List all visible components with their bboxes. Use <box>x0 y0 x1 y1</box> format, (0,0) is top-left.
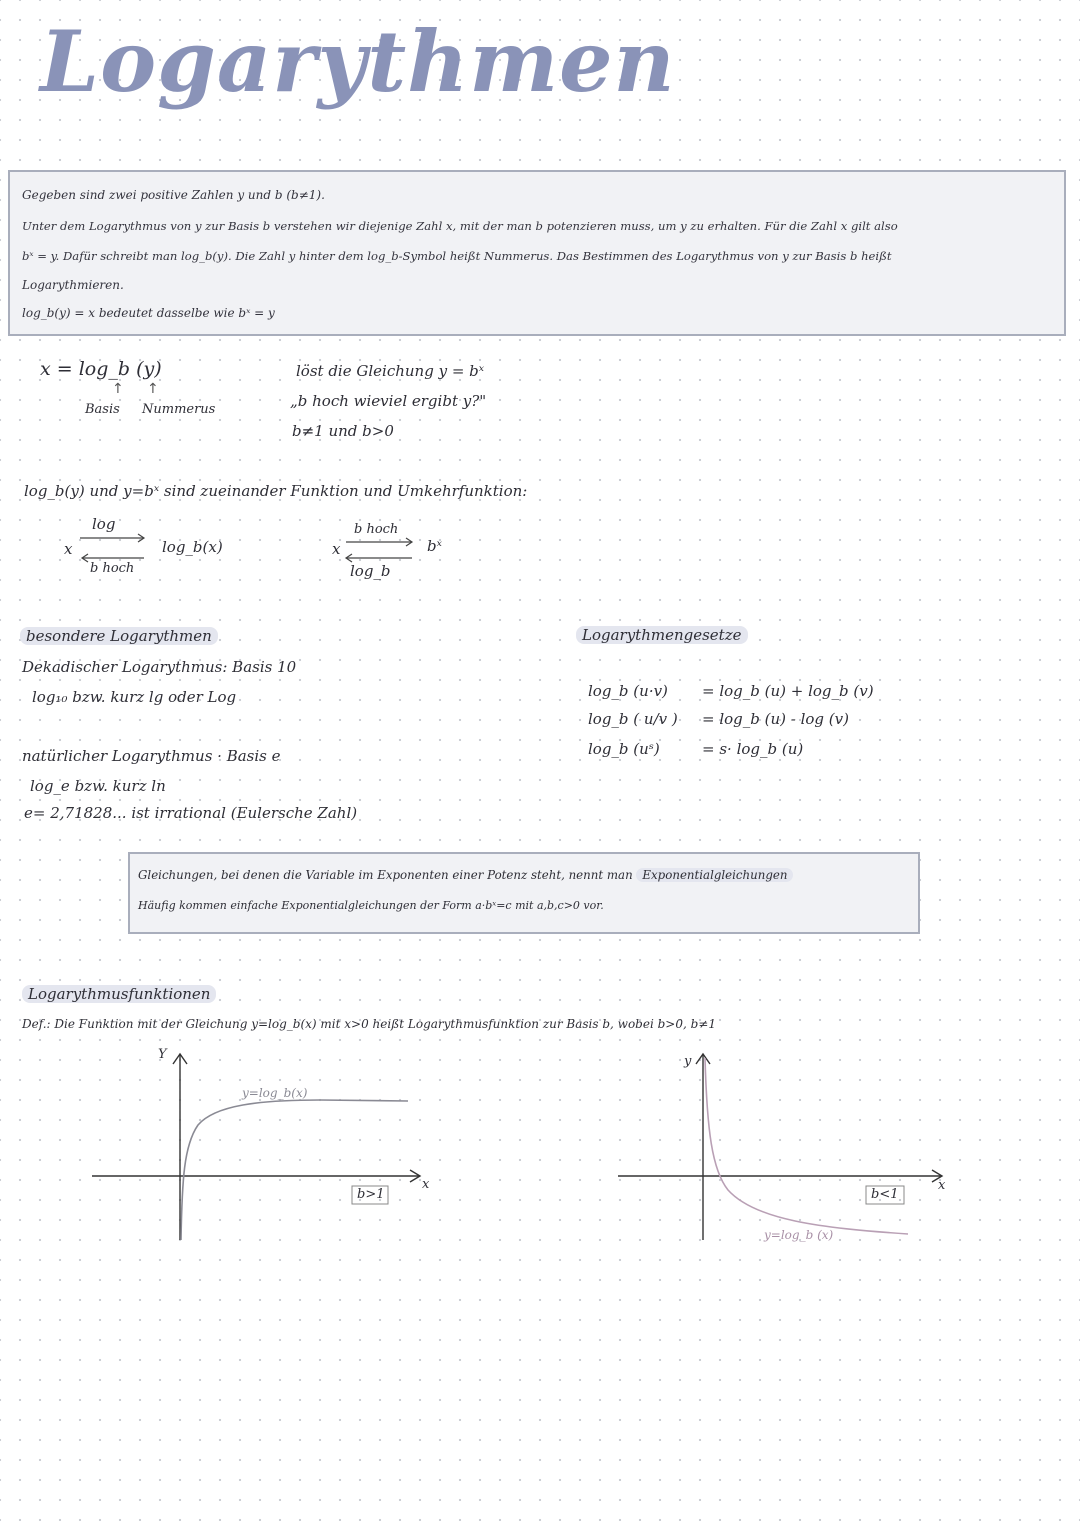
inverse-left-result: log_b(x) <box>162 538 223 556</box>
inverse-statement: log_b(y) und y=bˣ sind zueinander Funktion und Umkehrfunktion: <box>24 482 528 500</box>
inverse-left-x: x <box>64 540 73 558</box>
law-right-2: = log_b (u) - log (v) <box>702 710 849 728</box>
graph1-x-label: x <box>422 1177 430 1192</box>
up-arrow-icon: ↑ <box>147 381 159 397</box>
exponential-line-2: Häufig kommen einfache Exponentialgleichungen der Form a·bˣ=c mit a,b,c>0 vor. <box>138 899 604 912</box>
decadic-log: Dekadischer Logarythmus: Basis 10 <box>22 658 297 676</box>
graph2-y-label: y <box>684 1054 692 1069</box>
question-text: „b hoch wieviel ergibt y?" <box>290 392 487 410</box>
law-left-1: log_b (u·v) <box>588 682 668 700</box>
graph1-condition: b>1 <box>357 1187 385 1202</box>
nummerus-label: Nummerus <box>142 402 216 417</box>
definition-line-5: log_b(y) = x bedeutet dasselbe wie bˣ = y <box>22 306 275 320</box>
law-left-2: log_b ( u/v ) <box>588 710 678 728</box>
functions-heading: Logarythmusfunktionen <box>22 985 216 1003</box>
decadic-log-note: log₁₀ bzw. kurz lg oder Log <box>32 688 237 706</box>
graph-b-less-1 <box>618 1054 942 1240</box>
definition-box <box>8 170 1066 336</box>
solves-equation: löst die Gleichung y = bˣ <box>296 362 485 380</box>
laws-heading: Logarythmengesetze <box>576 626 748 644</box>
special-heading: besondere Logarythmen <box>20 627 218 645</box>
condition-text: b≠1 und b>0 <box>292 422 394 440</box>
inverse-left-bottom: b hoch <box>90 561 135 576</box>
law-left-3: log_b (uˢ) <box>588 740 660 758</box>
functions-definition: Def.: Die Funktion mit der Gleichung y=log_b(x) mit x>0 heißt Logarythmusfunktion zur Basis b, wobei b>0, b≠1 <box>22 1017 716 1031</box>
inverse-right-result: bˣ <box>427 537 442 555</box>
law-right-1: = log_b (u) + log_b (v) <box>702 682 874 700</box>
log-curve-increasing <box>181 1100 408 1240</box>
arrow-head <box>406 538 412 546</box>
graph2-curve-label: y=log_b (x) <box>764 1228 834 1242</box>
inverse-right-x: x <box>332 540 341 558</box>
natural-log-note: log_e bzw. kurz ln <box>30 777 166 795</box>
definition-line-1: Gegeben sind zwei positive Zahlen y und b (b≠1). <box>22 188 325 202</box>
exponential-line-1 <box>138 868 793 882</box>
basis-label: Basis <box>85 402 120 417</box>
definition-line-2: Unter dem Logarythmus von y zur Basis b verstehen wir diejenige Zahl x, mit der man b potenzieren muss, um y zu erhalten. Für die Zahl x gilt also <box>22 219 898 233</box>
inverse-left-top: log <box>92 515 116 533</box>
exponential-term: Exponentialgleichungen <box>636 868 793 882</box>
graph1-curve-label: y=log_b(x) <box>242 1086 308 1100</box>
page-title: Logarythmen <box>40 12 676 111</box>
inverse-right-bottom: log_b <box>350 562 391 580</box>
definition-line-4: Logarythmieren. <box>22 278 124 292</box>
exponential-box <box>128 852 920 934</box>
euler-number: e= 2,71828... ist irrational (Eulersche Zahl) <box>24 804 358 822</box>
graph2-condition: b<1 <box>871 1187 899 1202</box>
definition-line-3: bˣ = y. Dafür schreibt man log_b(y). Die Zahl y hinter dem log_b-Symbol heißt Nummerus. Das Bestimmen des Logarythmus von y zur Basis b heißt <box>22 249 892 263</box>
graph1-y-label: Y <box>158 1047 167 1062</box>
natural-log: natürlicher Logarythmus · Basis e <box>22 747 281 765</box>
exponential-text: Gleichungen, bei denen die Variable im Exponenten einer Potenz steht, nennt man <box>138 868 633 882</box>
graph-b-greater-1 <box>92 1054 420 1240</box>
arrow-head <box>82 554 88 562</box>
arrow-head <box>346 554 352 562</box>
inverse-right-top: b hoch <box>354 522 399 537</box>
law-right-3: = s· log_b (u) <box>702 740 804 758</box>
arrow-head <box>138 534 144 542</box>
log-graphs <box>0 1040 1080 1300</box>
up-arrow-icon: ↑ <box>112 381 124 397</box>
log-formula: x = log_b (y) <box>40 358 162 380</box>
log-curve-decreasing <box>705 1058 908 1234</box>
graph2-x-label: x <box>938 1178 946 1193</box>
